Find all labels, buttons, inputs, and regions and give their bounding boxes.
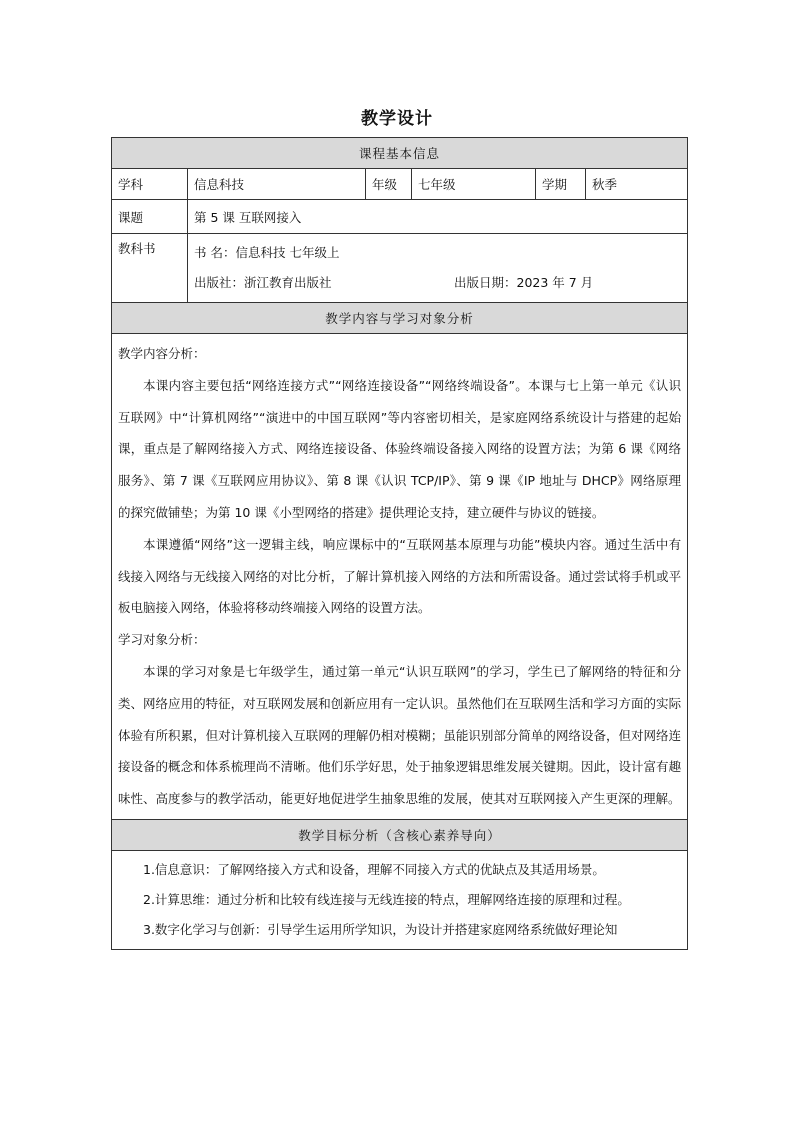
content-paragraph-2: 本课遵循“网络”这一逻辑主线，响应课标中的“互联网基本原理与功能”模块内容。通过生活中有线接入网络与无线接入网络的对比分析，了解计算机接入网络的方法和所需设备。通过尝试将手机或平板电脑接入网络，体验将移动终端接入网络的设置方法。 [118,536,682,616]
goals-content [112,850,688,949]
subject-label: 学科 [112,169,188,200]
goal-item: 2.计算思维：通过分析和比较有线连接与无线连接的特点，理解网络连接的原理和过程。 [143,891,630,907]
learner-paragraph-1: 本课的学习对象是七年级学生，通过第一单元“认识互联网”的学习，学生已了解网络的特征和分类、网络应用的特征，对互联网发展和创新应用有一定认识。虽然他们在互联网生活和学习方面的实际体验有所积累，但对计算机接入互联网的理解仍相对模糊；虽能识别部分简单的网络设备，但对网络连接设备的概念和体系梳理尚不清晰。他们乐学好思，处于抽象逻辑思维发展关键期。因此，设计富有趣味性、高度参与的教学活动，能更好地促进学生抽象思维的发展，使其对互联网接入产生更深的理解。 [118,663,682,807]
grade-label: 年级 [366,169,412,200]
section-header-analysis: 教学内容与学习对象分析 [112,303,688,334]
learner-analysis-heading: 学习对象分析： [118,632,206,648]
lesson-value: 第 5 课 互联网接入 [188,200,688,234]
grade-value: 七年级 [412,169,536,200]
publish-date: 出版日期：2023 年 7 月 [454,275,594,290]
textbook-info [188,234,688,303]
section-header-basic-info: 课程基本信息 [112,138,688,169]
book-name-line: 书 名：信息科技 七年级上 [194,245,340,260]
publisher: 出版社：浙江教育出版社 [194,275,332,290]
textbook-label: 教科书 [112,234,188,303]
subject-value: 信息科技 [188,169,366,200]
document-title: 教学设计 [361,109,433,129]
content-analysis-heading: 教学内容分析： [118,346,206,361]
lesson-label: 课题 [112,200,188,234]
section-header-goals: 教学目标分析（含核心素养导向） [112,819,688,850]
lesson-plan-table [111,137,688,950]
analysis-content [112,334,688,820]
publisher-line [194,268,681,298]
goal-item: 3.数字化学习与创新：引导学生运用所学知识，为设计并搭建家庭网络系统做好理论知 [143,921,618,937]
goal-item: 1.信息意识：了解网络接入方式和设备，理解不同接入方式的优缺点及其适用场景。 [143,861,605,877]
content-paragraph-1: 本课内容主要包括“网络连接方式”“网络连接设备”“网络终端设备”。本课与七上第一单元《认识互联网》中“计算机网络”“演进中的中国互联网”等内容密切相关，是家庭网络系统设计与搭建的起始课，重点是了解网络接入方式、网络连接设备、体验终端设备接入网络的设置方法；为第 6 课《网络服务》、第 7 课《互联网应用协议》、第 8 课《认识 TCP/IP》、第 9 课《IP 地址与 DHCP》网络原理的探究做铺垫；为第 10 课《小型网络的搭建》提供理论支持，建立硬件与协议的链接。 [118,377,682,520]
term-label: 学期 [536,169,586,200]
term-value: 秋季 [586,169,688,200]
